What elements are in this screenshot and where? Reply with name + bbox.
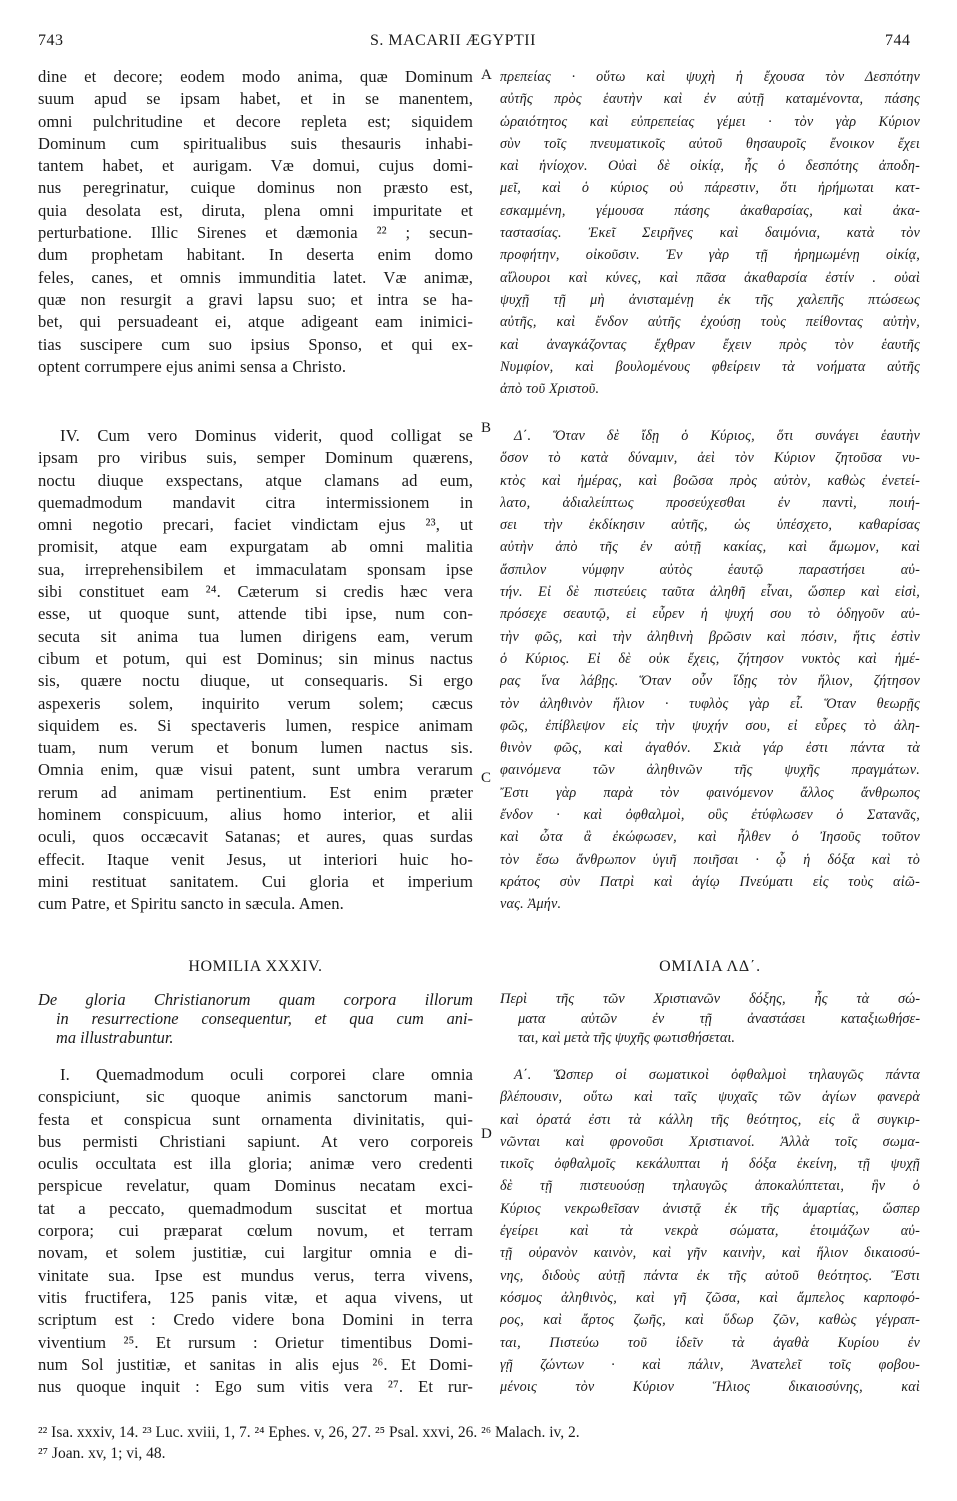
greek-line: αὐτὴν ἀπὸ τῆς ἐν αὐτῇ κακίας, καὶ ἄμωμον, καὶ [500, 539, 920, 556]
latin-line: effecit. Itaque venit Jesus, ut interiori huic ho- [38, 849, 473, 869]
greek-line: φαινόμενα τῶν ἀληθινῶν τῆς ψυχῆς πραγμάτων. [500, 762, 920, 779]
latin-line: IV. Cum vero Dominus viderit, quod colligat se [60, 426, 473, 445]
greek-line: ρος, καὶ ἄρτος ζωῆς, καὶ ὕδωρ ζῶν, καθὼς γέγραπ- [500, 1312, 920, 1329]
latin-subtitle-line: in resurrectione consequentur, et qua cum ani- [56, 1009, 473, 1028]
greek-line: προφήτην, οἰκοῦσιν. Ἐν γὰρ τῇ ἠρημωμένῃ οἰκίᾳ, [500, 247, 920, 264]
latin-line: tat a peccato, quemadmodum suscitat et mortua [38, 1198, 473, 1218]
footnote-line: ²⁷ Joan. xv, 1; vi, 48. [38, 1445, 166, 1462]
greek-line: κτὸς καὶ ἡμέρας, καὶ βοῶσα πρὸς αὐτὸν, καθὼς ἐνετεί- [500, 472, 920, 489]
latin-line: bus permisti Christiani sapiunt. At vero corporeis [38, 1131, 473, 1151]
latin-line: cibum et potum, qui est Dominus; sin minus nactus [38, 648, 473, 668]
latin-line: vitis fructifera, 125 panis vitæ, et aqua vivens, ut [38, 1287, 473, 1307]
latin-line: tantem habet, et aurigam. Væ domui, cujus domi- [38, 156, 473, 176]
running-title: S. MACARII ÆGYPTII [370, 32, 536, 49]
greek-line: ἄσπιλον νύμφην αὐτὸς ἑαυτῷ παραστήσει αὐ- [500, 561, 920, 578]
latin-line: corpora; cui præparat cœlum novum, et terram [38, 1221, 473, 1241]
latin-line: dine et decore; eodem modo anima, quæ Dominum [38, 67, 473, 86]
greek-line: Α΄. Ὥσπερ οἱ σωματικοὶ ὀφθαλμοὶ τηλαυγῶς πάντα [514, 1067, 920, 1083]
greek-subtitle-line: Περὶ τῆς τῶν Χριστιανῶν δόξης, ἧς τὰ σώ- [500, 991, 920, 1007]
latin-line: vinitate sua. Ipse est mundus verus, terra vivens, [38, 1265, 473, 1285]
latin-line: sis, quære noctu diuque, ut consequaris. Si ergo [38, 671, 473, 691]
latin-line: omni negotio precari, faciet vindictam ejus ²³, ut [38, 515, 473, 535]
latin-line: conspiciunt, sic quoque animis sanctorum mani- [38, 1087, 473, 1107]
latin-line: nus quoque inquit : Ego sum vitis vera ²⁷. Et rur- [38, 1377, 473, 1397]
latin-line: cum Patre, et Spiritu sancto in sæcula. Amen. [38, 894, 344, 914]
latin-homily-heading: HOMILIA XXXIV. [188, 958, 323, 975]
greek-line: τικοῖς ὀφθαλμοῖς κεκάλυπται ἡ δόξα ἐκείνη, τῇ ψυχῇ [500, 1156, 920, 1173]
greek-line: τὸν ἀληθινὸν ἥλιον · τυφλὸς γὰρ εἶ. Ὅταν θεωρῇς [500, 695, 920, 712]
latin-line: viventium ²⁵. Et rursum : Orietur timentibus Domi- [38, 1332, 473, 1352]
greek-line: τήν. Εἰ δὲ πιστεύεις ταῦτα ἀληθῆ εἶναι, ὥσπερ καὶ εἰσὶ, [500, 584, 920, 601]
greek-line: ὅσον τὸ κατὰ δύναμιν, ἀεὶ τὸν Κύριον ζητοῦσα νυ- [500, 450, 920, 467]
greek-line: φῶς, ἐπίβλεψον εἰς τὴν ψυχήν σου, εἰ εὗρες τὸ ἀλη- [500, 717, 920, 734]
latin-line: nus peregrinatur, cuique dominus non præsto est, [38, 178, 473, 198]
greek-line: Νυμφίον, καὶ βουλομένους φθείρειν τὰ νοήματα αὐτῆς [500, 358, 920, 375]
greek-line: εσκαμμένη, γέμουσα πάσης ἀκαθαρσίας, καὶ ἀκα- [500, 202, 920, 219]
latin-line: feles, canes, et omnis immunditia latet. Væ animæ, [38, 267, 473, 287]
latin-line: quia desolata est, diruta, plena omni impuritate et [38, 200, 473, 220]
latin-line: Dominum cum spiritualibus suis thesauris inhabi- [38, 133, 473, 153]
greek-line: καὶ ἡνίοχον. Οὐαὶ δὲ οἰκίᾳ, ἧς ὁ δεσπότης ἀποδη- [500, 158, 920, 175]
latin-line: secuta sit anima tua lumen dirigens eam, verum [38, 626, 473, 646]
latin-line: I. Quemadmodum oculi corporei clare omnia [60, 1065, 473, 1084]
latin-homily-subtitle [38, 990, 473, 1047]
latin-line: ipsam pro viribus suis, semper Dominum quærens, [38, 448, 473, 468]
greek-line: σει τὴν ἐκδίκησιν αὐτῆς, ὡς ὑπέσχετο, καθαρίσας [500, 517, 920, 534]
greek-line: ὡραιότητος καὶ εὐπρεπείας γέμει · τὸν γὰρ Κύριον [500, 113, 920, 130]
latin-line: num Sol justitiæ, et sanitas in alis ejus ²⁶. Et Domi- [38, 1354, 473, 1374]
latin-line: sibi constituet eam ²⁴. Cæterum si credis hæc vera [38, 582, 473, 602]
latin-line: optent corrumpere ejus animi sensa a Christo. [38, 356, 347, 376]
greek-line: λατο, ἀδιαλείπτως προσεύχεσθαι ἐν παντὶ, ποιή- [500, 494, 920, 511]
greek-line: καὶ ὦτα ἃ ἐκώφωσεν, καὶ ἦλθεν ὁ Ἰησοῦς τοῦτον [500, 829, 920, 846]
greek-line: νης, διδοὺς αὐτῇ πάντα ἐκ τῆς αὐτοῦ θεότητος. Ἔστι [500, 1267, 920, 1284]
greek-block-2 [500, 425, 920, 916]
latin-line: mini restituat sanitatem. Cui gloria et imperium [38, 871, 473, 891]
greek-line: καὶ ὁρατά ἐστι τὰ κάλλη τῆς θεότητος, εἰς ἃ συγκιρ- [500, 1111, 920, 1128]
latin-block-3 [38, 1064, 473, 1398]
greek-line: νας. Ἀμήν. [500, 896, 562, 913]
greek-line: τὴν φῶς, καὶ τὴν ἀληθινὴ βρῶσιν καὶ πόσιν, ἥτις ἐστὶν [500, 628, 920, 645]
right-page-number: 744 [885, 32, 911, 49]
latin-line: perturbatione. Illic Sirenes et dæmonia ²² ; secun- [38, 223, 473, 243]
latin-line: omni pulchritudine et decore repleta est; siquidem [38, 111, 473, 131]
latin-line: siquidem es. Si spectaveris lumen, respice animam [38, 715, 473, 735]
greek-line: κόσμος ἀληθινὸς, καὶ γῆ ζῶσα, καὶ ἄμπελος καρποφό- [500, 1289, 920, 1306]
latin-line: esse, ut quoque sunt, attende tibi ipse, num con- [38, 604, 473, 624]
latin-line: oculi, quos occæcavit Satanas; et aures, quas surdas [38, 827, 473, 847]
greek-line: δὲ τῇ πιστευούσῃ τηλαυγῶς ἀποκαλύπτεται, ἣν ὁ [500, 1178, 920, 1195]
greek-subtitle-line: ματα αὐτῶν ἐν τῇ ἀναστάσει καταξιωθήσε- [518, 1010, 920, 1027]
latin-line: quemadmodum mandavit citra intermissionem in [38, 492, 473, 512]
greek-line: θινὸν φῶς, καὶ ἀγαθόν. Σκιὰ γάρ ἐστι πάντα τὰ [500, 740, 920, 757]
greek-line: ἐγείρει καὶ τὰ νεκρὰ σώματα, ἑτοιμάζων αὐ- [500, 1223, 920, 1240]
latin-subtitle-line: De gloria Christianorum quam corpora illorum [38, 990, 473, 1009]
greek-line: ται, Πιστεύω τοῦ ἰδεῖν τὰ ἀγαθὰ Κυρίου ἐν [500, 1334, 920, 1351]
latin-line: Omnia enim, quæ visui patent, sunt umbra verarum [38, 760, 473, 780]
greek-line: τῇ οὐρανὸν καινὸν, καὶ γῆν καινὴν, καὶ ἥλιον δικαιοσύ- [500, 1245, 920, 1262]
greek-line: αἴλουροι καὶ κύνες, καὶ πᾶσα ἀκαθαρσία ἐστίν . οὐαὶ [500, 269, 920, 286]
latin-line: hominem conspicuum, alius homo interior, et alii [38, 805, 473, 825]
latin-line: scriptum est : Credo videre bona Domini in terra [38, 1310, 473, 1330]
greek-line: τὸν ἔσω ἄνθρωπον ὑγιῆ ποιῆσαι · ᾧ ἡ δόξα καὶ τὸ [500, 851, 920, 868]
greek-line: πρεπείας · οὕτω καὶ ψυχὴ ἡ ἔχουσα τὸν Δεσπότην [500, 69, 920, 85]
greek-line: Ἔστι γὰρ παρὰ τὸν φαινόμενον ἄλλος ἄνθρωπος [500, 784, 920, 801]
latin-line: novam, et solem justitiæ, cui largitur omnia e di- [38, 1243, 473, 1263]
latin-line: promisit, atque eam expurgatam ab omni malitia [38, 537, 473, 557]
greek-line: ρας ἵνα λάβῃς. Ὅταν οὖν ἴδῃς τὸν ἥλιον, ζήτησον [500, 673, 920, 690]
latin-block-2 [38, 425, 473, 916]
latin-line: oculis occultata est illa gloria; animæ vero credenti [38, 1154, 473, 1174]
latin-block-1 [38, 66, 473, 378]
greek-line: πρόσεχε σεαυτῷ, εἰ εὗρεν ἡ ψυχή σου τὸ ὁδηγοῦν αὐ- [500, 606, 920, 623]
marker-d: D [481, 1126, 492, 1142]
latin-line: sua, irreprehensibilem et immaculatam sponsam ipse [38, 559, 473, 579]
latin-line: noctu diuque exspectans, atque clamans ad eum, [38, 470, 473, 490]
greek-line: νῶνται καὶ φρονοῦσι Χριστιανοί. Ἀλλὰ τοῖς σωμα- [500, 1133, 920, 1150]
left-page-number: 743 [38, 32, 64, 49]
greek-line: Δ΄. Ὅταν δὲ ἴδῃ ὁ Κύριος, ὅτι συνάγει ἑαυτὴν [514, 428, 920, 444]
greek-line: σὺν τοῖς πνευματικοῖς αὐτοῦ θησαυροῖς ἔνοικον ἔχει [500, 135, 920, 152]
greek-line: αὐτῆς πρὸς ἑαυτὴν καὶ ἐν αὐτῇ καταμένοντα, πάσης [500, 91, 920, 108]
greek-homily-heading: ΟΜΙΛΙΑ ΛΔ΄. [659, 958, 761, 975]
greek-block-1 [500, 66, 920, 400]
greek-line: Κύριος νεκρωθεῖσαν ἀνιστᾷ ἐκ τῆς ἁμαρτίας, ὥσπερ [500, 1200, 920, 1217]
latin-line: aspexeris solem, inquirito verum solem; cæcus [38, 693, 473, 713]
greek-line: ὁ Κύριος. Εἰ δὲ οὐκ ἔχεις, ζήτησον νυκτὸς καὶ ἡμέ- [500, 650, 920, 667]
greek-block-3 [500, 1064, 920, 1398]
latin-line: bet, qui persuadeant ei, atque adigeant eam inimici- [38, 312, 473, 332]
footnote-line: ²² Isa. xxxiv, 14. ²³ Luc. xviii, 1, 7. ²⁴ Ephes. v, 26, 27. ²⁵ Psal. xxvi, 26. ²⁶ Malach. iv, 2. [38, 1424, 580, 1441]
marker-c: C [481, 770, 492, 786]
latin-subtitle-line: ma illustrabuntur. [56, 1028, 174, 1047]
latin-line: suum apud se ipsam habet, et in se manentem, [38, 89, 473, 109]
footnotes [38, 1422, 918, 1464]
latin-line: festa et conspicua sunt ornamenta divinitatis, qui- [38, 1109, 473, 1129]
latin-line: quæ non resurgit a gravi lapsu suo; et intra se ha- [38, 289, 473, 309]
greek-line: μεῖ, καὶ ὁ κύριος οὐ πάρεστιν, ὅτι ἠρήμωται κατ- [500, 180, 920, 197]
greek-line: ἀπὸ τοῦ Χριστοῦ. [500, 381, 600, 398]
marker-b: B [481, 420, 492, 436]
greek-subtitle-line: ται, καὶ μετὰ τῆς ψυχῆς φωτισθήσεται. [518, 1030, 735, 1046]
greek-line: μένοις τὸν Κύριον Ἥλιος δικαιοσύνης, καὶ [500, 1379, 920, 1396]
greek-homily-subtitle [500, 990, 920, 1049]
greek-line: βλέπουσιν, οὕτω καὶ ταῖς ψυχαῖς τῶν ἁγίων φανερὰ [500, 1089, 920, 1106]
latin-line: perspicue revelatur, quam Dominus necatam exci- [38, 1176, 473, 1196]
latin-line: tias suscipere cum suo ipsius Sponso, et qui ex- [38, 334, 473, 354]
greek-line: ψυχῇ τῇ μὴ ἀνισταμένῃ ἐκ τῆς χαλεπῆς πτώσεως [500, 291, 920, 308]
greek-line: ἔνδον · καὶ ὀφθαλμοὶ, οὓς ἐτύφλωσεν ὁ Σατανᾶς, [500, 807, 920, 824]
greek-line: ταστασίας. Ἐκεῖ Σειρῆνες καὶ δαιμόνια, κατὰ τὸν [500, 225, 920, 242]
greek-line: αὐτῆς, καὶ ἔνδον αὐτῆς ἐχούσῃ τοὺς πείθοντας αὐτὴν, [500, 314, 920, 331]
latin-line: dum prophetam habitant. In deserta enim domo [38, 245, 473, 265]
greek-line: γῇ ζώντων · καὶ πάλιν, Ἀνατελεῖ τοῖς φοβου- [500, 1356, 920, 1373]
latin-line: rerum ad animam pertinentium. Est enim præter [38, 782, 473, 802]
marker-a: A [481, 67, 492, 83]
greek-line: κράτος σὺν Πατρὶ καὶ ἁγίῳ Πνεύματι εἰς τοὺς αἰῶ- [500, 873, 920, 890]
greek-line: καὶ ἀναγκάζοντας ἔχθραν ἔχειν πρὸς τὸν ἑαυτῆς [500, 336, 920, 353]
latin-line: tuam, num verum et bonum lumen nactus sis. [38, 738, 473, 758]
